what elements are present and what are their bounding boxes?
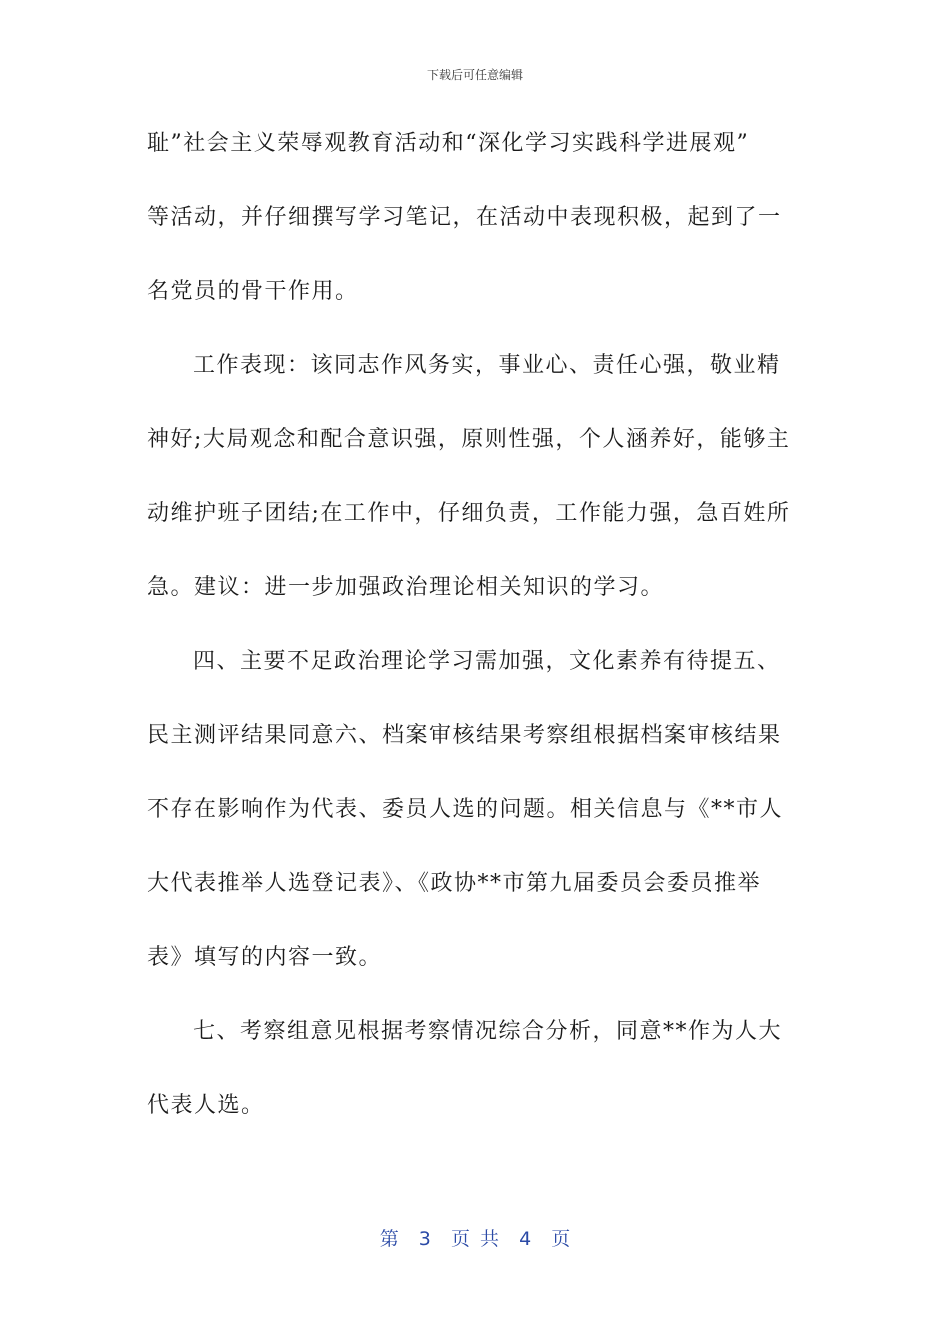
text-line: 耻”社会主义荣辱观教育活动和“深化学习实践科学进展观” xyxy=(147,131,750,156)
page-number: 第 3 页 共 4 页 xyxy=(379,1228,571,1250)
text-line: 神好;大局观念和配合意识强，原则性强，个人涵养好，能够主 xyxy=(147,427,791,452)
text-line: 不存在影响作为代表、委员人选的问题。相关信息与《**市人 xyxy=(147,797,784,822)
text-line: 等活动，并仔细撰写学习笔记，在活动中表现积极，起到了一 xyxy=(147,205,782,230)
text-line: 急。建议：进一步加强政治理论相关知识的学习。 xyxy=(147,575,665,600)
text-line: 大代表推举人选登记表》、《政协**市第九届委员会委员推举 xyxy=(147,871,762,896)
text-line: 名党员的骨干作用。 xyxy=(147,279,359,304)
document-body xyxy=(147,122,807,1158)
paragraph-start-line: 七、考察组意见根据考察情况综合分析，同意**作为人大 xyxy=(193,1019,783,1044)
page-header: 下载后可任意编辑 xyxy=(426,68,523,82)
paragraph-start-line: 四、主要不足政治理论学习需加强，文化素养有待提五、 xyxy=(193,649,781,674)
text-line: 动维护班子团结;在工作中，仔细负责，工作能力强，急百姓所 xyxy=(147,501,791,526)
page-footer xyxy=(0,1224,950,1251)
text-line: 代表人选。 xyxy=(147,1093,265,1118)
text-line: 民主测评结果同意六、档案审核结果考察组根据档案审核结果 xyxy=(147,723,782,748)
text-line: 表》填写的内容一致。 xyxy=(147,945,383,970)
paragraph-start-line: 工作表现：该同志作风务实，事业心、责任心强，敬业精 xyxy=(193,353,781,378)
